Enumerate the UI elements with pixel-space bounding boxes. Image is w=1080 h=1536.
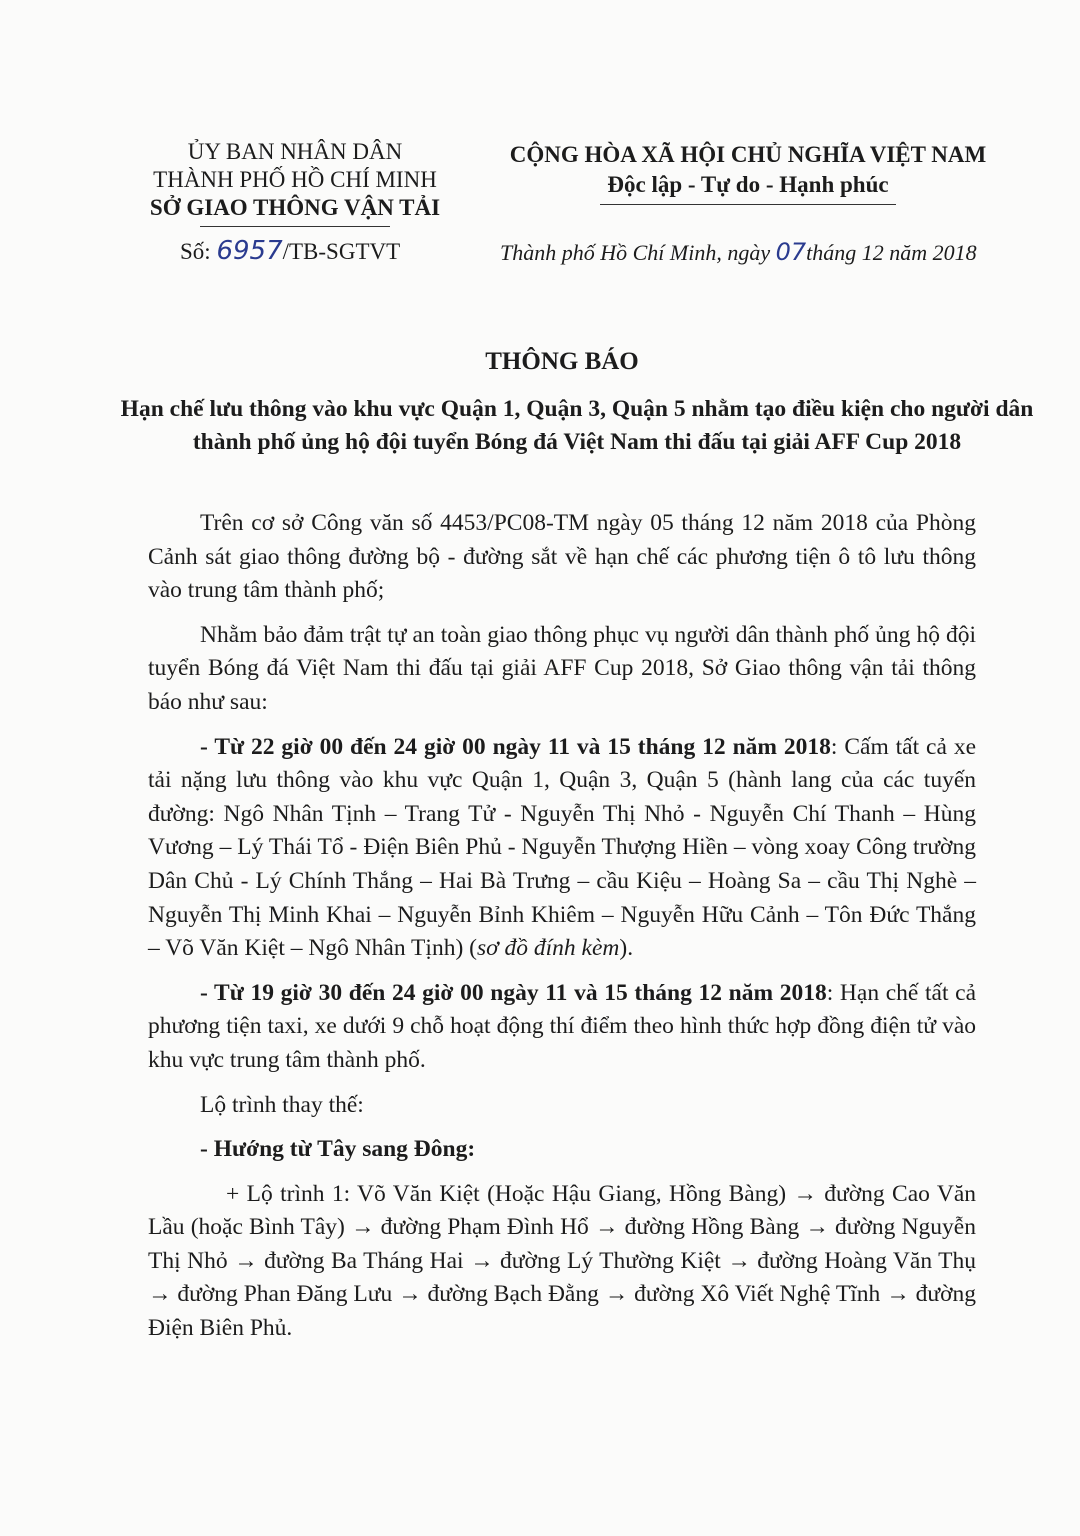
taxi-limit-time: - Từ 19 giờ 30 đến 24 giờ 00 ngày 11 và 15 tháng 12 năm 2018 bbox=[200, 979, 827, 1006]
national-motto-block bbox=[478, 140, 1018, 205]
document-number-handwritten: 6957 bbox=[216, 236, 283, 266]
document-title: THÔNG BÁO bbox=[485, 348, 639, 375]
date-prefix: Thành phố Hồ Chí Minh, ngày bbox=[500, 240, 776, 265]
document-number bbox=[180, 236, 400, 266]
paragraph-purpose: Nhằm bảo đảm trật tự an toàn giao thông phục vụ người dân thành phố ủng hộ đội tuyển Bóng đá Việt Nam thi đấu tại giải AFF Cup 2018, Sở Giao thông vận tải thông báo như sau: bbox=[148, 621, 976, 715]
heading-west-to-east: - Hướng từ Tây sang Đông: bbox=[200, 1136, 476, 1163]
truck-ban-end: ). bbox=[619, 935, 634, 962]
document-body bbox=[148, 507, 976, 1357]
truck-ban-time: - Từ 22 giờ 00 đến 24 giờ 00 ngày 11 và 15 tháng 12 năm 2018 bbox=[200, 733, 831, 760]
paragraph-basis: Trên cơ sở Công văn số 4453/PC08-TM ngày 05 tháng 12 năm 2018 của Phòng Cảnh sát giao thông đường bộ - đường sắt về hạn chế các phương tiện ô tô lưu thông vào trung tâm thành phố; bbox=[148, 510, 976, 604]
document-number-suffix: /TB-SGTVT bbox=[282, 239, 401, 264]
issuer-line-2: THÀNH PHỐ HỒ CHÍ MINH bbox=[153, 167, 437, 192]
issuer-department: SỞ GIAO THÔNG VẬN TẢI bbox=[149, 195, 441, 220]
paragraph-alt-routes: Lộ trình thay thế: bbox=[200, 1091, 364, 1118]
truck-ban-text: : Cấm tất cả xe tải nặng lưu thông vào khu vực Quận 1, Quận 3, Quận 5 (hành lang của các tuyến đường: Ngô Nhân Tịnh – Trang Tử - Nguyễn Thị Nhỏ - Nguyễn Chí Thanh – Hùng Vương – Lý Thái Tổ - Điện Biên Phủ - Nguyễn Thượng Hiền – vòng xoay Công trường Dân Chủ - Lý Chính Thắng – Hai Bà Trưng – cầu Kiệu – Hoàng Sa – cầu Thị Nghè – Nguyễn Thị Minh Khai – Nguyễn Bỉnh Khiêm – Nguyễn Hữu Cảnh – Tôn Đức Thắng – Võ Văn Kiệt – Ngô Nhân Tịnh) ( bbox=[148, 733, 976, 962]
date-day-handwritten: 07 bbox=[775, 238, 807, 266]
paragraph-taxi-limit bbox=[148, 977, 976, 1078]
motto: Độc lập - Tự do - Hạnh phúc bbox=[607, 172, 889, 197]
issuer-block bbox=[130, 138, 460, 227]
taxi-limit-text: : Hạn chế tất cả phương tiện taxi, xe dưới 9 chỗ hoạt động thí điểm theo hình thức hợp đồng điện tử vào khu vực trung tâm thành phố. bbox=[148, 979, 977, 1073]
motto-underline bbox=[600, 204, 896, 205]
document-subtitle: Hạn chế lưu thông vào khu vực Quận 1, Quận 3, Quận 5 nhằm tạo điều kiện cho người dân thành phố ủng hộ đội tuyển Bóng đá Việt Nam thi đấu tại giải AFF Cup 2018 bbox=[120, 396, 1034, 455]
document-number-label: Số: bbox=[180, 239, 211, 264]
issuer-line-1: ỦY BAN NHÂN DÂN bbox=[187, 139, 403, 164]
issuer-underline bbox=[200, 226, 390, 227]
attached-map-note: sơ đồ đính kèm bbox=[476, 935, 620, 962]
date-suffix: tháng 12 năm 2018 bbox=[806, 240, 977, 265]
route-1: + Lộ trình 1: Võ Văn Kiệt (Hoặc Hậu Giang, Hồng Bàng) → đường Cao Văn Lầu (hoặc Bình Tây) → đường Phạm Đình Hổ → đường Hồng Bàng → đường Nguyễn Thị Nhỏ → đường Ba Tháng Hai → đường Lý Thường Kiệt → đường Hoàng Văn Thụ → đường Phan Đăng Lưu → đường Bạch Đằng → đường Xô Viết Nghệ Tĩnh → đường Điện Biên Phủ. bbox=[148, 1180, 976, 1342]
paragraph-truck-ban bbox=[148, 731, 976, 966]
country-name: CỘNG HÒA XÃ HỘI CHỦ NGHĨA VIỆT NAM bbox=[509, 142, 987, 167]
document-date bbox=[500, 238, 977, 266]
